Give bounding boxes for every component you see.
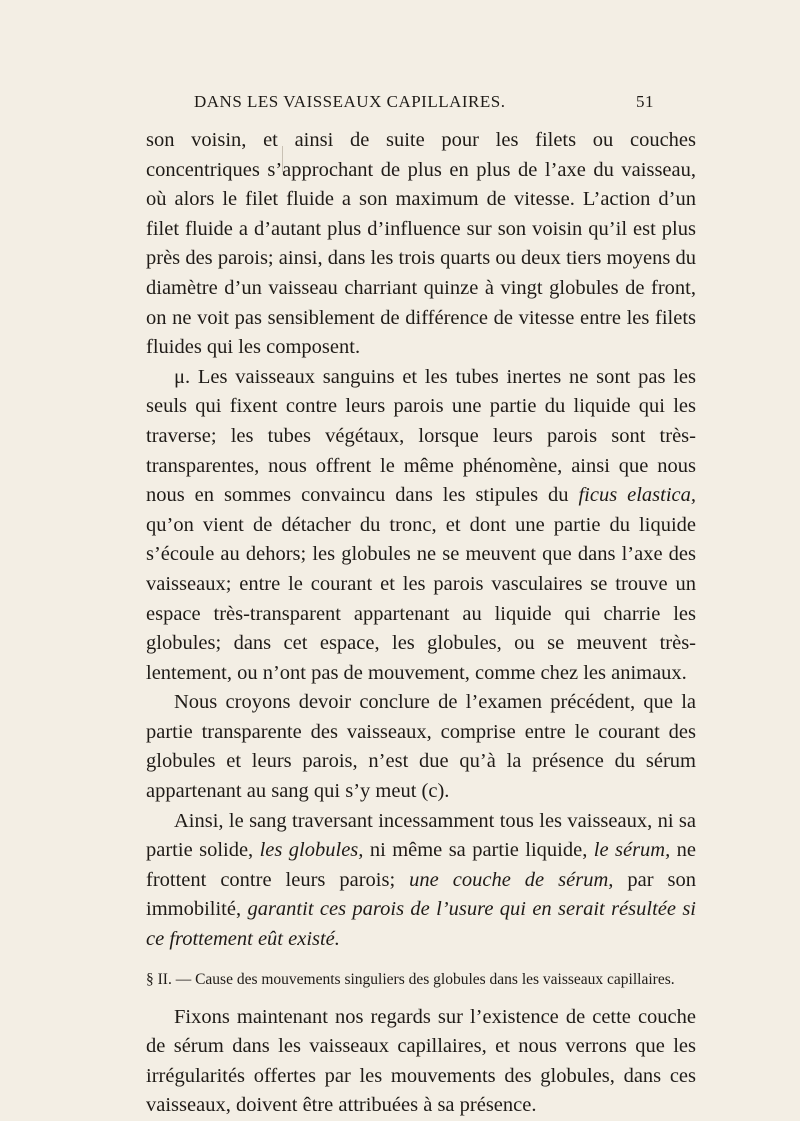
paragraph-4-text-c: ne frottent contre leurs parois;: [146, 839, 697, 891]
paragraph-3: Nous croyons devoir conclure de l’examen précédent, que la partie transparente des vaisseaux, comprise entre le courant des globules et leurs parois, n’est due qu’à la présence du sérum appartenant au sang qui s’y meut (c).: [146, 691, 696, 803]
page-body: [146, 126, 696, 1121]
page-header: [194, 92, 654, 116]
paragraph-5: Fixons maintenant nos regards sur l’existence de cette couche de sérum dans les vaisseaux capillaires, et nous verrons que les irrégularités offertes par les mouvements des globules, dans ces vaisseaux, doivent être attribuées à sa présence.: [146, 1005, 696, 1117]
paragraph-4-em-4: garantit ces parois de l’usure qui en serait résultée si ce frottement eût existé.: [146, 898, 696, 951]
paragraph-4-text-d: par son immobilité,: [146, 868, 697, 921]
paragraph-2-text-b: qu’on vient de détacher du tronc, et dont une partie du liquide s’écoule au dehors; les globules ne se meuvent que dans l’axe des vaisseaux; entre le courant et les parois vasculaires se trouve un espace très-transparent appartenant au liquide qui charrie les globules; dans cet espace, les globules, ou se meuvent très-lentement, ou n’ont pas de mouvement, comme chez les animaux.: [146, 513, 696, 684]
paragraph-2: [146, 363, 696, 689]
running-title: DANS LES VAISSEAUX CAPILLAIRES.: [194, 92, 506, 111]
paragraph-4-text-b: ni même sa partie liquide,: [363, 839, 594, 862]
paragraph-4: [146, 807, 696, 955]
paragraph-4-em-1: les globules,: [259, 839, 364, 862]
paragraph-4-em-3: une couche de sérum,: [409, 868, 614, 891]
page-number: 51: [636, 92, 654, 111]
paragraph-4-em-2: le sérum,: [593, 839, 671, 862]
paragraph-4-text-a: Ainsi, le sang traversant incessamment tous les vaisseaux, ni sa partie solide,: [146, 809, 696, 862]
paragraph-2-species: ficus elastica,: [578, 484, 696, 507]
section-heading: § II. — Cause des mouvements singuliers des globules dans les vaisseaux capillaires.: [146, 970, 675, 988]
paragraph-1: son voisin, et ainsi de suite pour les filets ou couches concentriques s’approchant de plus en plus de l’axe du vaisseau, où alors le filet fluide a son maximum de vitesse. L’action d’un filet fluide a d’autant plus d’influence sur son voisin qu’il est plus près des parois; ainsi, dans les trois quarts ou deux tiers moyens du diamètre d’un vaisseau charriant quinze à vingt globules de front, on ne voit pas sensiblement de différence de vitesse entre les filets fluides qui les composent.: [146, 129, 696, 359]
paragraph-2-text-a: μ. Les vaisseaux sanguins et les tubes inertes ne sont pas les seuls qui fixent contre leurs parois une partie du liquide qui les traverse; les tubes végétaux, lorsque leurs parois sont très-transparentes, nous offrent le même phénomène, ainsi que nous nous en sommes convaincu dans les stipules du: [146, 365, 696, 507]
